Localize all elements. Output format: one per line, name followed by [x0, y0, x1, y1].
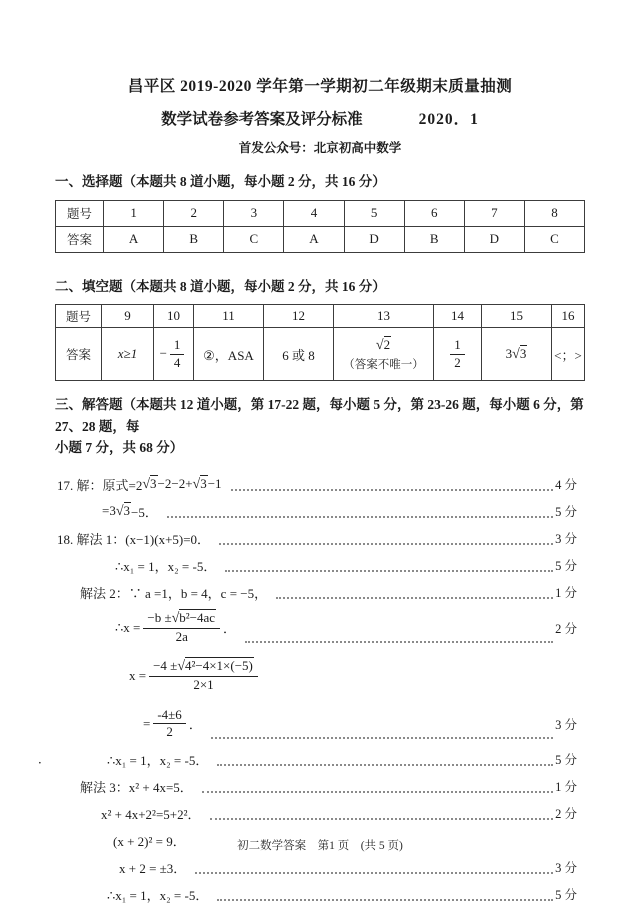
cell-answer	[334, 328, 434, 381]
fraction-numerator	[149, 659, 258, 677]
fraction	[149, 659, 258, 693]
solution-line-18-3	[57, 579, 577, 606]
choice-answer-table	[55, 200, 585, 253]
solution-line-18-1	[57, 525, 577, 552]
date-label: 2020．1	[418, 111, 479, 128]
dot-leader	[167, 515, 553, 518]
dot-leader	[245, 640, 553, 643]
cell-answer	[552, 328, 585, 381]
radicand: 3	[123, 502, 131, 518]
expr-text: −2−2+	[157, 476, 193, 492]
sqrt-radical: √b²−4ac	[171, 609, 216, 626]
expr-text: (x + 2)² = 9．	[113, 833, 186, 849]
section-1-heading: 一、选择题（本题共 8 道小题，每小题 2 分，共 16 分）	[55, 174, 386, 189]
solution-line-18-11	[57, 854, 577, 881]
table-row	[56, 226, 585, 252]
sqrt-radical	[376, 337, 391, 352]
radicand: 3	[519, 345, 527, 361]
cell-question-number: 8	[524, 200, 584, 226]
expr-text: ．	[223, 621, 237, 637]
fraction	[170, 338, 185, 371]
solution-line-18-6	[57, 702, 577, 746]
cell-question-number: 10	[154, 305, 194, 328]
cell-question-number: 9	[102, 305, 154, 328]
expr-text: ∴x₁ = 1，x₂ = -5．	[107, 887, 209, 903]
cell-question-number: 6	[404, 200, 464, 226]
row-label-answer: 答案	[56, 226, 104, 252]
solution-line-18-9	[57, 800, 577, 827]
table-row	[56, 305, 585, 328]
answer-9: x≥1	[117, 346, 138, 362]
section-2-heading: 二、填空题（本题共 8 道小题，每小题 2 分，共 16 分）	[55, 278, 386, 294]
answer-16: <；>	[554, 347, 582, 363]
dot-leader	[211, 736, 553, 739]
fraction	[153, 708, 185, 741]
cell-question-number: 13	[334, 305, 434, 328]
score-label: 5 分	[555, 559, 577, 574]
score-label: 3 分	[555, 532, 577, 547]
fraction-numerator: 1	[450, 338, 465, 355]
table-row	[56, 328, 585, 381]
expr-text: x² + 4x+2²=5+2²．	[101, 806, 201, 822]
expr-text: −4 ±	[153, 657, 178, 673]
solution-line-17-2	[57, 498, 577, 525]
page-content	[55, 171, 585, 459]
title-block	[0, 0, 640, 156]
cell-answer: D	[344, 226, 404, 252]
expr-text: −5．	[131, 504, 158, 520]
cell-question-number: 1	[104, 200, 164, 226]
table-row	[56, 200, 585, 226]
sqrt-radical: √3	[192, 475, 207, 492]
sqrt-radical: √4²−4×1×(−5)	[177, 657, 253, 674]
cell-question-number: 12	[264, 305, 334, 328]
fraction-denominator: 2×1	[193, 677, 214, 693]
cell-answer	[482, 328, 552, 381]
expr-text: 18. 解法 1：(x−1)(x+5)=0．	[57, 531, 211, 547]
cell-question-number: 7	[464, 200, 524, 226]
score-label: 4 分	[555, 478, 577, 493]
cell-question-number: 2	[164, 200, 224, 226]
cell-answer	[154, 328, 194, 381]
section-3-heading-line2: 小题 7 分，共 68 分）	[55, 440, 184, 456]
sqrt-radical: √3	[142, 475, 157, 492]
dot-leader	[217, 763, 553, 766]
answer-12: 6 或 8	[282, 347, 315, 363]
cell-answer: C	[524, 226, 584, 252]
solution-line-18-5	[57, 650, 577, 702]
dot-leader	[202, 790, 553, 793]
sqrt-radical: √3	[115, 502, 131, 519]
score-label: 3 分	[555, 861, 577, 876]
row-label-question-number: 题号	[56, 200, 104, 226]
expr-text: =3	[102, 503, 116, 519]
expr-text: −1	[207, 476, 222, 492]
cell-answer: A	[104, 226, 164, 252]
expr-text: 解法 2：∵ a =1，b = 4，c = −5，	[80, 585, 268, 601]
page-footer: 初二数学答案 第1 页 (共 5 页)	[237, 840, 403, 852]
dot-leader	[276, 596, 553, 599]
stray-mark: ．	[38, 751, 51, 766]
fraction-denominator: 2	[454, 354, 461, 370]
dot-leader	[217, 898, 553, 901]
blank-answer-table	[55, 304, 585, 381]
cell-answer: B	[404, 226, 464, 252]
score-label: 5 分	[555, 888, 577, 903]
expr-text: −b ±	[147, 609, 172, 625]
expr-text: 解法 3：x² + 4x=5．	[80, 779, 193, 795]
cell-answer	[434, 328, 482, 381]
fraction	[450, 338, 465, 371]
answer-15-coefficient: 3	[505, 345, 513, 361]
fraction-denominator: 2	[166, 724, 173, 740]
radicand: 4²−4×1×(−5)	[185, 657, 253, 673]
dot-leader	[225, 569, 553, 572]
score-label: 2 分	[555, 807, 577, 822]
score-label: 1 分	[555, 586, 577, 601]
solution-line-18-8	[57, 773, 577, 800]
expr-text: x =	[129, 667, 147, 683]
radicand: b²−4ac	[179, 609, 216, 625]
score-label: 1 分	[555, 780, 577, 795]
cell-question-number: 15	[482, 305, 552, 328]
cell-question-number: 11	[194, 305, 264, 328]
expr-text: ∴x₁ = 1，x₂ = -5．	[115, 558, 217, 574]
cell-answer	[264, 328, 334, 381]
cell-answer: D	[464, 226, 524, 252]
answer-10-sign: −	[159, 345, 167, 361]
solution-line-18-4	[57, 606, 577, 650]
fraction-numerator: 1	[170, 338, 185, 355]
score-label: 5 分	[555, 753, 577, 768]
fraction	[143, 611, 220, 645]
cell-question-number: 3	[224, 200, 284, 226]
radicand: 3	[150, 475, 157, 491]
dot-leader	[231, 488, 554, 491]
expr-text: ∴x₁ = 1，x₂ = -5．	[107, 752, 209, 768]
expr-text: ．	[188, 717, 202, 733]
fraction-denominator: 2a	[175, 629, 188, 645]
score-label: 3 分	[555, 717, 577, 732]
solution-line-18-2	[57, 552, 577, 579]
cell-answer	[102, 328, 154, 381]
cell-answer: A	[284, 226, 344, 252]
exam-title: 昌平区 2019-2020 学年第一学期初二年级期末质量抽测	[127, 78, 513, 95]
score-label: 2 分	[555, 621, 577, 636]
answer-13-note: （答案不唯一）	[343, 358, 424, 371]
cell-question-number: 16	[552, 305, 585, 328]
expr-text: =	[143, 715, 151, 731]
solution-line-18-12	[57, 881, 577, 905]
cell-question-number: 14	[434, 305, 482, 328]
sqrt-radical	[512, 346, 527, 361]
radical-sign: √	[375, 337, 384, 353]
expr-text: 17. 解：原式=2	[57, 477, 143, 493]
row-label-question-number: 题号	[56, 305, 102, 328]
section-3-heading-line1: 三、解答题（本题共 12 道小题，第 17-22 题，每小题 5 分，第 23-26 题，每小题 6 分，第 27、28 题，每	[55, 397, 584, 434]
answer-key-title-row	[0, 107, 640, 129]
dot-leader	[219, 542, 553, 545]
fraction-numerator	[143, 611, 220, 629]
dot-leader	[195, 871, 553, 874]
section-3-heading	[55, 394, 585, 459]
answer-11: ②，ASA	[203, 347, 254, 363]
fraction-numerator: -4±6	[153, 708, 185, 725]
expr-text: x + 2 = ±3．	[119, 860, 187, 876]
solution-line-17-1	[57, 471, 577, 498]
radicand: 3	[200, 475, 207, 491]
cell-question-number: 5	[344, 200, 404, 226]
source-account-line: 首发公众号：北京初高中数学	[238, 141, 402, 155]
cell-answer	[194, 328, 264, 381]
cell-question-number: 4	[284, 200, 344, 226]
cell-answer: B	[164, 226, 224, 252]
radical-sign: √	[512, 346, 520, 362]
fraction-denominator: 4	[173, 354, 181, 370]
row-label-answer: 答案	[56, 328, 102, 381]
cell-answer: C	[224, 226, 284, 252]
answer-key-title: 数学试卷参考答案及评分标准	[161, 111, 363, 128]
expr-text: ∴x =	[115, 619, 141, 635]
solution-line-18-7	[38, 746, 577, 773]
dot-leader	[210, 817, 554, 820]
radicand: 2	[383, 336, 391, 352]
score-label: 5 分	[555, 505, 577, 520]
